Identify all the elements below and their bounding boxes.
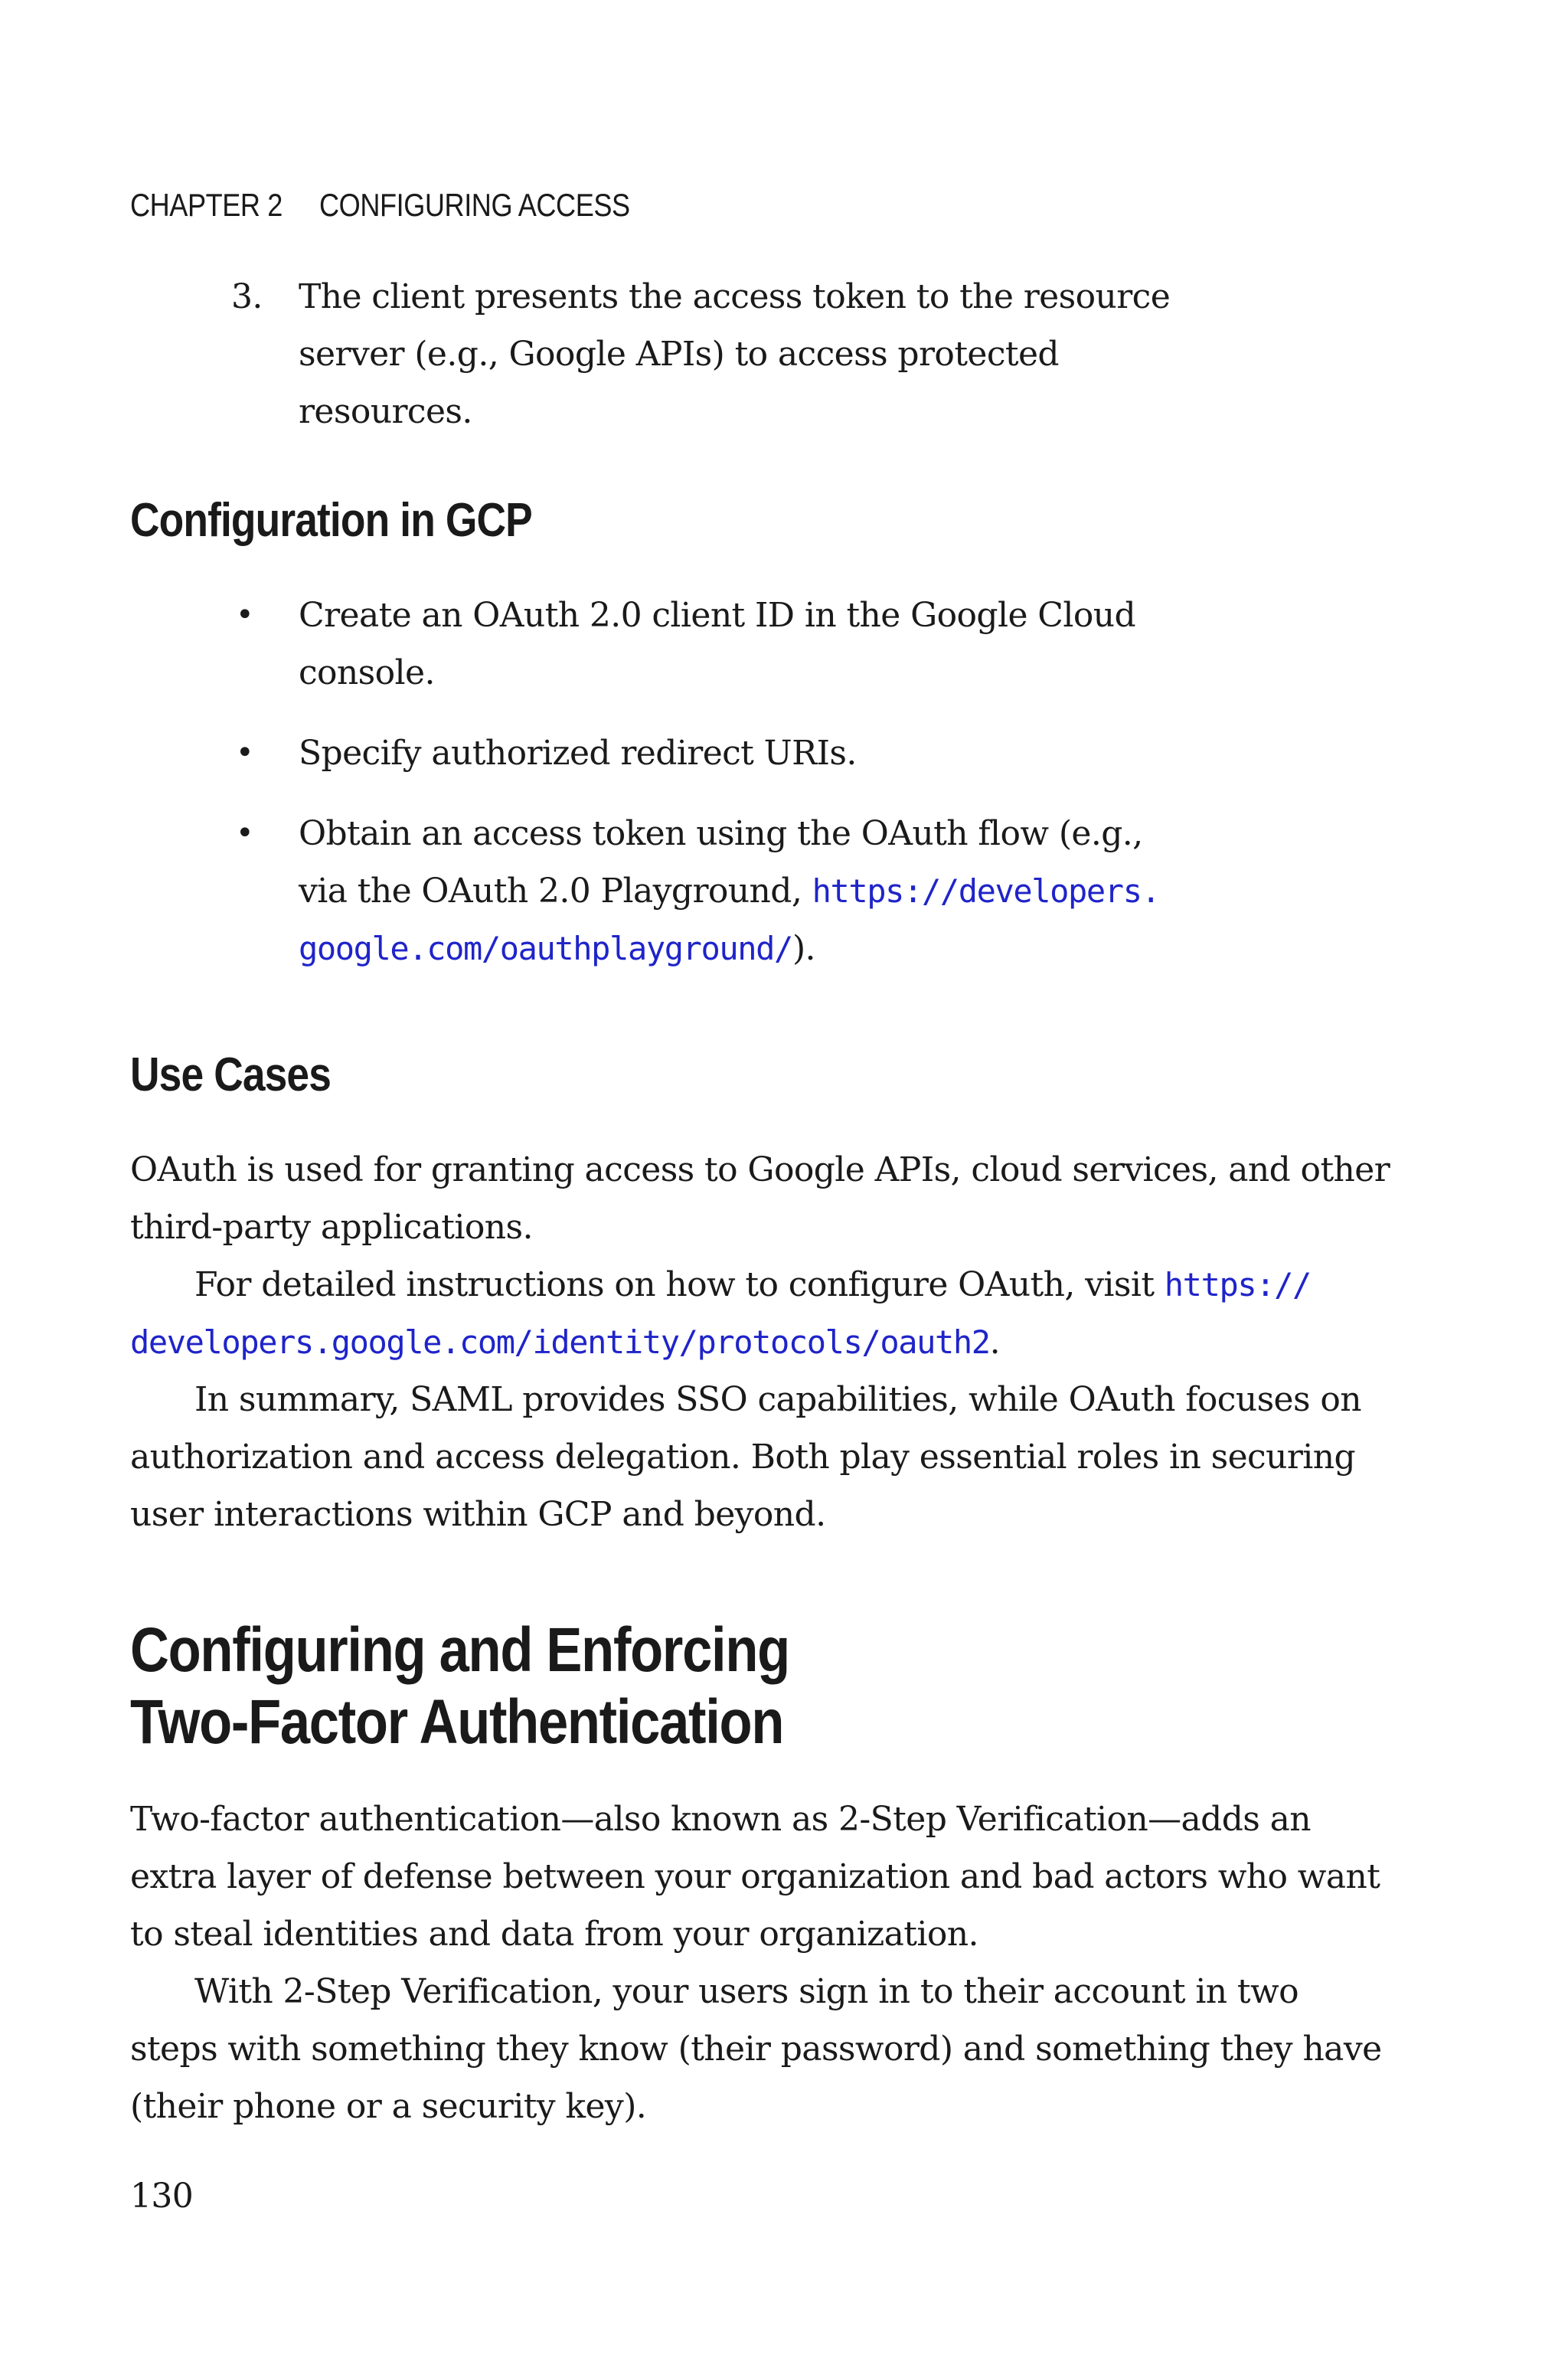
list-item [231,268,1349,440]
paragraph [130,1963,1401,2135]
text-line: With 2-Step Verification, your users sign in to their account in two [194,1972,1298,2011]
bullet-icon: • [236,597,253,633]
text-span: For detailed instructions on how to configure OAuth, visit [194,1265,1165,1304]
bullet-icon: • [236,816,253,851]
text-line: authorization and access delegation. Both play essential roles in securing [130,1438,1356,1477]
text-line: resources. [299,392,472,431]
text-line: extra layer of defense between your organization and bad actors who want [130,1857,1380,1896]
text-line: server (e.g., Google APIs) to access protected [299,335,1059,374]
use-cases-body [130,1141,1401,1543]
text-line: steps with something they know (their password) and something they have [130,2030,1382,2069]
page-number: 130 [130,2177,194,2216]
text-line: Create an OAuth 2.0 client ID in the Google Cloud [299,596,1136,635]
oauth-playground-link-cont[interactable]: google.com/oauthplayground/ [299,930,792,967]
list-item [231,587,1349,702]
text-line: Two-factor authentication—also known as 2-Step Verification—adds an [130,1800,1312,1839]
text-line [299,862,1349,920]
text-line: Specify authorized redirect URIs. [299,734,857,773]
list-number: 3. [231,277,263,316]
text-span: . [989,1323,1001,1362]
text-line [299,920,1349,977]
heading-line: Configuring and Enforcing [130,1615,789,1685]
list-item [231,725,1349,782]
section-heading-configuration: Configuration in GCP [130,494,532,547]
oauth-playground-link[interactable]: https://developers. [812,872,1160,910]
text-line: The client presents the access token to the resource [299,277,1171,316]
text-span: ). [792,929,815,968]
paragraph [130,1371,1401,1543]
text-line: to steal identities and data from your organization. [130,1915,978,1954]
text-line: third-party applications. [130,1208,533,1247]
running-head [130,187,630,224]
text-line: OAuth is used for granting access to Google APIs, cloud services, and other [130,1150,1390,1189]
oauth2-docs-link-cont[interactable]: developers.google.com/identity/protocols/oauth2 [130,1323,990,1361]
text-line: Obtain an access token using the OAuth flow (e.g., [299,814,1143,853]
chapter-section-heading [130,1614,789,1758]
chapter-title: CONFIGURING ACCESS [319,187,630,223]
list-item [231,805,1349,977]
oauth2-docs-link[interactable]: https:// [1164,1266,1311,1303]
text-line: In summary, SAML provides SSO capabilities, while OAuth focuses on [194,1380,1361,1419]
chapter-label: CHAPTER 2 [130,187,283,223]
text-line: console. [299,653,435,692]
paragraph [130,1141,1401,1256]
paragraph [130,1791,1401,1963]
section-heading-use-cases: Use Cases [130,1048,332,1101]
two-factor-body [130,1791,1401,2135]
text-line: (their phone or a security key). [130,2087,647,2126]
paragraph [130,1256,1401,1371]
heading-line: Two-Factor Authentication [130,1687,784,1757]
text-span: via the OAuth 2.0 Playground, [299,872,812,911]
text-line: user interactions within GCP and beyond. [130,1495,826,1534]
bullet-list [231,587,1349,1000]
bullet-icon: • [236,735,253,770]
numbered-list [231,268,1349,440]
